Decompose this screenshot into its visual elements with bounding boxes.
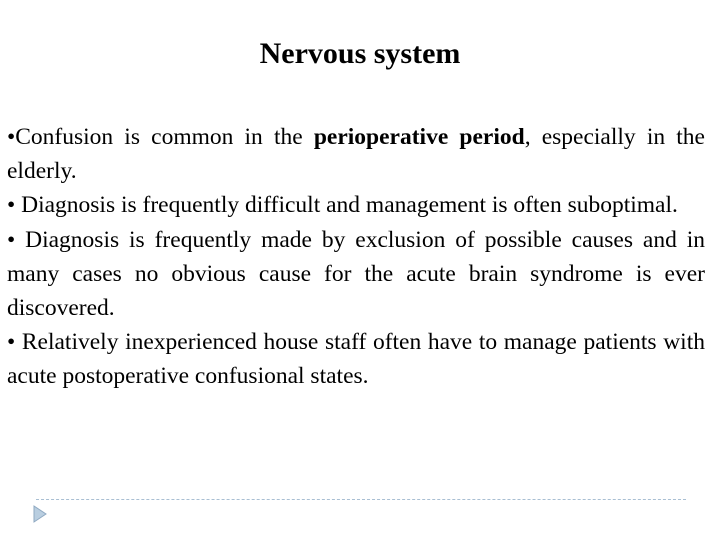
- bullet-4: • Relatively inexperienced house staff often have to manage patients with acute postoperative confusional states.: [7, 329, 705, 390]
- bullet-2: • Diagnosis is frequently difficult and management is often suboptimal.: [7, 192, 678, 219]
- slide-body: [7, 120, 705, 394]
- slide-title: Nervous system: [259, 37, 461, 70]
- bullet-3: • Diagnosis is frequently made by exclusion of possible causes and in many cases no obvious cause for the acute brain syndrome is ever discovered.: [7, 226, 705, 322]
- bullet-1-bold: perioperative period: [313, 124, 525, 150]
- bullet-1: [7, 120, 705, 188]
- bullet-1-after: , especially in the elderly.: [7, 124, 705, 185]
- triangle-right-icon: [33, 505, 47, 523]
- footer-divider: [36, 499, 686, 500]
- bullet-1-before: •Confusion is common in the: [7, 124, 314, 150]
